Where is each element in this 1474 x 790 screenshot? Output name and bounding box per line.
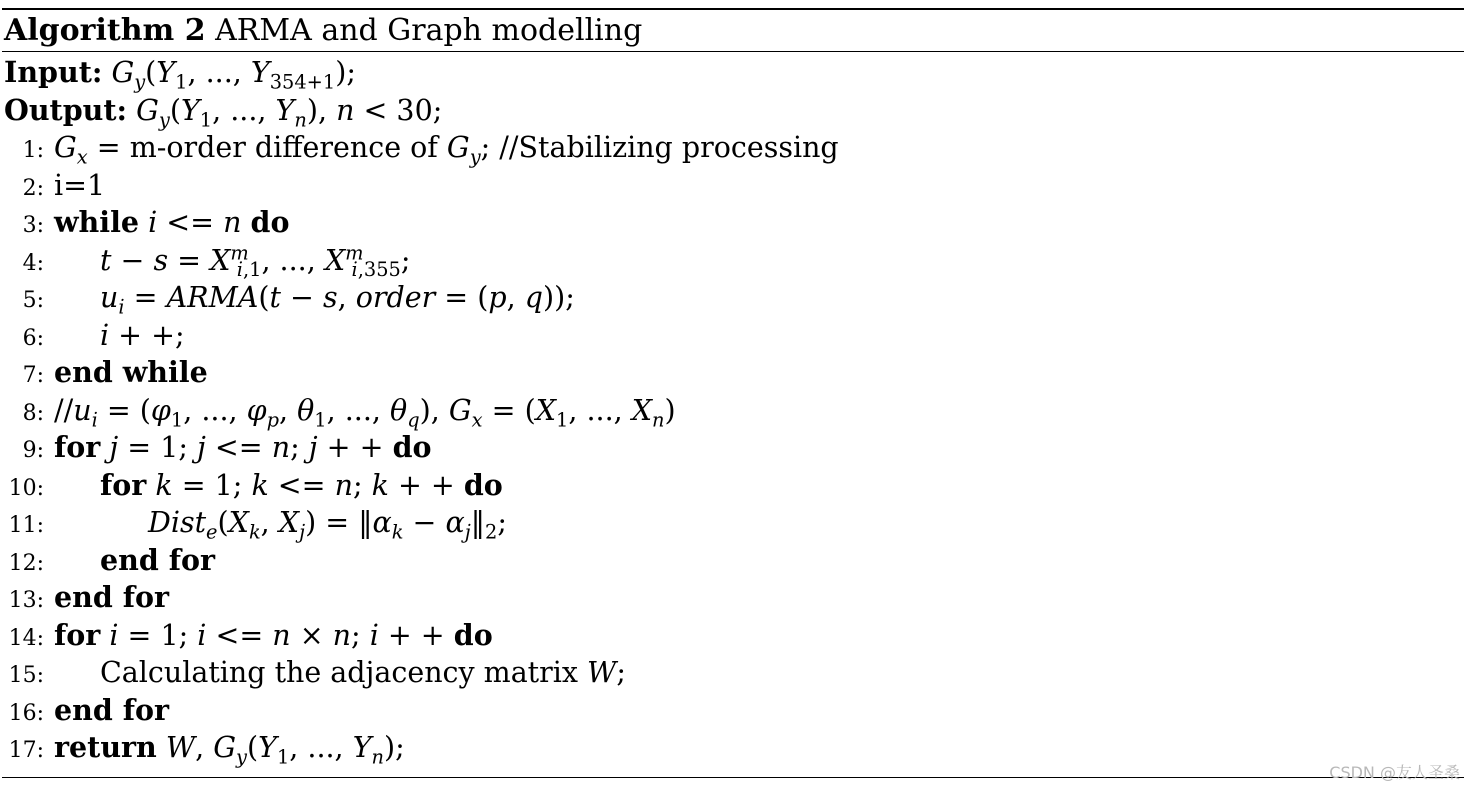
code-line-7 [2, 354, 1464, 392]
line-number: 11: [8, 513, 44, 538]
input-label: Input: [4, 55, 103, 89]
keyword-for: for [54, 430, 101, 464]
line-text: Calculating the adjacency matrix [100, 656, 578, 689]
line-number: 10: [8, 475, 44, 501]
line-number: 4: [22, 250, 44, 276]
input-expression: $G_y(Y_1$, ..., $Y_{354+1}$); [111, 56, 356, 94]
keyword-do: do [463, 467, 503, 502]
algorithm-title: ARMA and Graph modelling [215, 13, 643, 48]
code-line-1 [2, 129, 1464, 167]
code-line-17 [2, 729, 1464, 767]
math-statement: i + +; [100, 318, 185, 352]
watermark: CSDN @友人圣桑 [1329, 763, 1460, 782]
math-loop: i = 1; i <= n × n; i + + [109, 618, 445, 652]
line-number: 17: [8, 738, 44, 763]
line-number: 7: [22, 363, 44, 388]
algorithm-body [2, 52, 1464, 767]
code-line-12 [2, 542, 1464, 580]
math-gx: $G_x$ [54, 131, 88, 169]
code-line-6 [2, 317, 1464, 355]
math-w: W; [587, 656, 626, 689]
keyword-for: for [54, 617, 101, 652]
algorithm-label: Algorithm 2 [4, 13, 206, 48]
line-number: 13: [8, 588, 44, 613]
line-number: 2: [22, 175, 44, 201]
line-number: 16: [8, 700, 44, 726]
keyword-end-while: end while [54, 355, 208, 389]
keyword-do: do [392, 430, 432, 464]
code-line-3 [2, 204, 1464, 242]
keyword-end-for: end for [54, 580, 169, 614]
bottom-rule [2, 777, 1464, 778]
code-line-15 [2, 654, 1464, 692]
line-number: 8: [22, 400, 44, 426]
code-line-8 [2, 392, 1464, 430]
math-statement: $//u_i = (\varphi_1$, ..., $\varphi_p$, $\theta_1$, ..., $\theta_q$), $G_x = (X_1$, ..., $X_n$) [54, 393, 676, 432]
algorithm-caption [2, 10, 1464, 48]
output-line [2, 92, 1464, 130]
line-number: 12: [8, 550, 44, 576]
line-text: i=1 [54, 168, 106, 202]
line-number: 14: [8, 625, 44, 651]
math-statement: $u_i$ = ARMA(t − s, order = (p, q)); [100, 281, 575, 319]
math-condition: i <= n [148, 206, 242, 239]
math-statement: $t - s = X^m_{i,1}$, ..., $X^m_{i,355}$; [100, 241, 411, 282]
keyword-for: for [100, 467, 147, 502]
algorithm-block [2, 8, 1464, 767]
output-label: Output: [4, 92, 128, 127]
code-line-10 [2, 467, 1464, 505]
input-line [2, 54, 1464, 92]
output-expression: $G_y(Y_1$, ..., $Y_n$), n < 30; [136, 93, 443, 132]
keyword-do: do [250, 205, 290, 239]
line-text: = m-order difference of [96, 131, 438, 164]
code-line-11 [2, 504, 1464, 542]
line-comment: ; //Stabilizing processing [480, 131, 839, 164]
line-number: 1: [22, 138, 44, 163]
keyword-do: do [453, 617, 493, 652]
code-line-5 [2, 279, 1464, 317]
line-number: 9: [22, 438, 44, 463]
code-line-16 [2, 692, 1464, 730]
line-number: 15: [8, 663, 44, 688]
code-line-4 [2, 242, 1464, 280]
code-line-13 [2, 579, 1464, 617]
keyword-while: while [54, 205, 140, 239]
line-number: 3: [22, 213, 44, 238]
keyword-end-for: end for [54, 692, 169, 727]
keyword-end-for: end for [100, 542, 215, 577]
keyword-return: return [54, 730, 157, 764]
line-number: 5: [22, 288, 44, 313]
code-line-14 [2, 617, 1464, 655]
math-statement: $Dist_e(X_k$, $X_j$) = $‖\alpha_k$ − $\alpha_j‖_2$; [148, 506, 507, 544]
math-loop: k = 1; k <= n; k + + [155, 468, 455, 502]
line-number: 6: [22, 325, 44, 351]
code-line-2 [2, 167, 1464, 205]
math-return: W, $G_y(Y_1$, ..., $Y_n$); [165, 731, 405, 769]
math-loop: j = 1; j <= n; j + + [109, 431, 384, 464]
math-gy: $G_y$ [446, 131, 481, 169]
code-line-9 [2, 429, 1464, 467]
